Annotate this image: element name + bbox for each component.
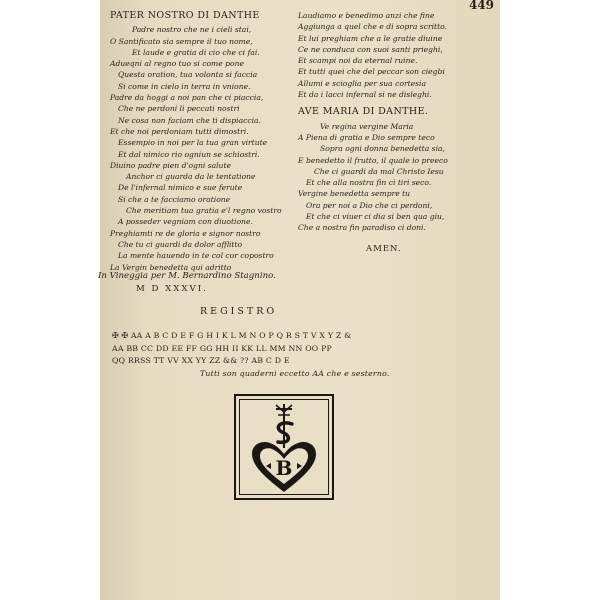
verse-line: Questa oration, tua volonta si faccia: [118, 70, 258, 80]
verse-line: Et dal nimico rio ogniun se schiostri.: [118, 149, 260, 159]
ave-heading: AVE MARIA DI DANTHE.: [298, 106, 429, 118]
verse-line: Laudiamo e benedimo anzi che fine: [298, 11, 435, 20]
pater-lines: [110, 24, 300, 273]
verse-line: Adueqni al regno tuo si come pone: [110, 59, 244, 69]
verse-line: Che tu ci guardi da dolor afflitto: [118, 239, 243, 249]
registro-block: [112, 330, 390, 380]
verse-line: Et che alla nostra fin ci tiri seco.: [306, 178, 432, 188]
amen-text: AMEN.: [366, 243, 402, 254]
verse-line: Et tutti quei che del peccar son ciegbi: [298, 67, 445, 77]
verse-line: Che ne perdoni li peccati nostri: [118, 104, 240, 114]
ave-lines: [298, 121, 493, 234]
verse-line: Diuino padre pien d'ogni salute: [110, 160, 231, 170]
verse-line: Sopra ogni donna benedetta sia,: [320, 144, 445, 154]
verse-line: A posseder vegniam con diuotione.: [118, 217, 253, 227]
verse-line: Et che noi perdoniam tutti dimostri.: [110, 126, 249, 136]
right-column: [298, 10, 493, 255]
verse-line: Che meritiam tua gratia e'l regno vostro: [126, 206, 282, 216]
verse-line: A Piena di gratia e Dio sempre teco: [298, 132, 435, 142]
verse-line: La Vergin benedetta qui adritto: [110, 262, 232, 272]
verse-line: Ora per noi a Dio che ci perdoni,: [306, 200, 433, 210]
verse-line: Preghiamti re de gloria e signor nostro: [110, 228, 261, 238]
verse-line: Padre da hoggi a noi pan che ci piaccia,: [110, 93, 264, 103]
verse-line: Che ci guardi da mal Christo Iesu: [314, 166, 444, 176]
verse-line: Vergine benedetta sempre tu: [298, 189, 411, 199]
registro-line: QQ RRSS TT VV XX YY ZZ && ?? AB C D E: [112, 356, 290, 365]
verse-line: Ve regina vergine Maria: [320, 121, 414, 131]
verse-line: Et da i lacci infernal si ne disleghi.: [298, 90, 432, 100]
colophon: [98, 270, 276, 296]
verse-line: Aggiunga a quel che e di sopra scritto.: [298, 22, 447, 32]
verse-line: Si che a te facciamo oratione: [118, 194, 231, 204]
verse-line: Ce ne conduca con suoi santi prieghi,: [298, 44, 443, 54]
registro-title: REGISTRO: [200, 306, 278, 317]
verse-line: Si come in cielo in terra in vnione.: [118, 81, 251, 91]
verse-line: Padre nostro che ne i cieli stai,: [132, 25, 252, 35]
verse-line: La mente hauendo in te col cor copostro: [118, 251, 274, 261]
folio-number: 449: [468, 0, 494, 12]
pater-continuation-lines: [298, 10, 493, 100]
verse-line: De l'infernal nimico e sue ferute: [118, 183, 243, 193]
verse-line: Allumi e scioglia per sua cortesia: [298, 78, 426, 88]
verse-line: Anchor ci guarda da le tentatione: [126, 172, 256, 182]
left-column: [110, 10, 300, 273]
registro-line: ✠ ✠ AA A B C D E F G H I K L M N O P Q R S T V X Y Z &: [112, 331, 352, 340]
printer-device-graphic: [236, 396, 332, 498]
printer-device-icon: [234, 394, 334, 500]
colophon-line: In Vineggia per M. Bernardino Stagnino.: [98, 271, 276, 281]
verse-line: Et che ci viuer ci dia si ben qua giu,: [306, 212, 445, 222]
registro-note: Tutti son quaderni eccetto AA che e sesterno.: [200, 368, 390, 378]
colophon-year: M D XXXVI.: [136, 284, 208, 294]
book-page: [100, 0, 500, 600]
registro-line: AA BB CC DD EE FF GG HH II KK LL MM NN OO PP: [112, 343, 332, 353]
verse-line: Et lui preghiam che a le gratie diuine: [298, 33, 443, 43]
verse-line: Et scampi noi da eternal ruine.: [298, 56, 418, 66]
verse-line: E benedetto il frutto, il quale io preeco: [298, 155, 448, 165]
verse-line: Che a nostra fin paradiso ci doni.: [298, 223, 426, 233]
mark-letter: B: [275, 456, 293, 480]
verse-line: Et laude e gratia di cio che ci fai.: [132, 47, 260, 57]
verse-line: Essempio in noi per la tua gran virtute: [118, 138, 268, 148]
verse-line: O Santificato sia sempre il tuo nome,: [110, 36, 253, 46]
verse-line: Ne cosa non faciam che ti dispiaccia.: [118, 115, 261, 125]
pater-heading: PATER NOSTRO DI DANTHE: [110, 10, 260, 21]
